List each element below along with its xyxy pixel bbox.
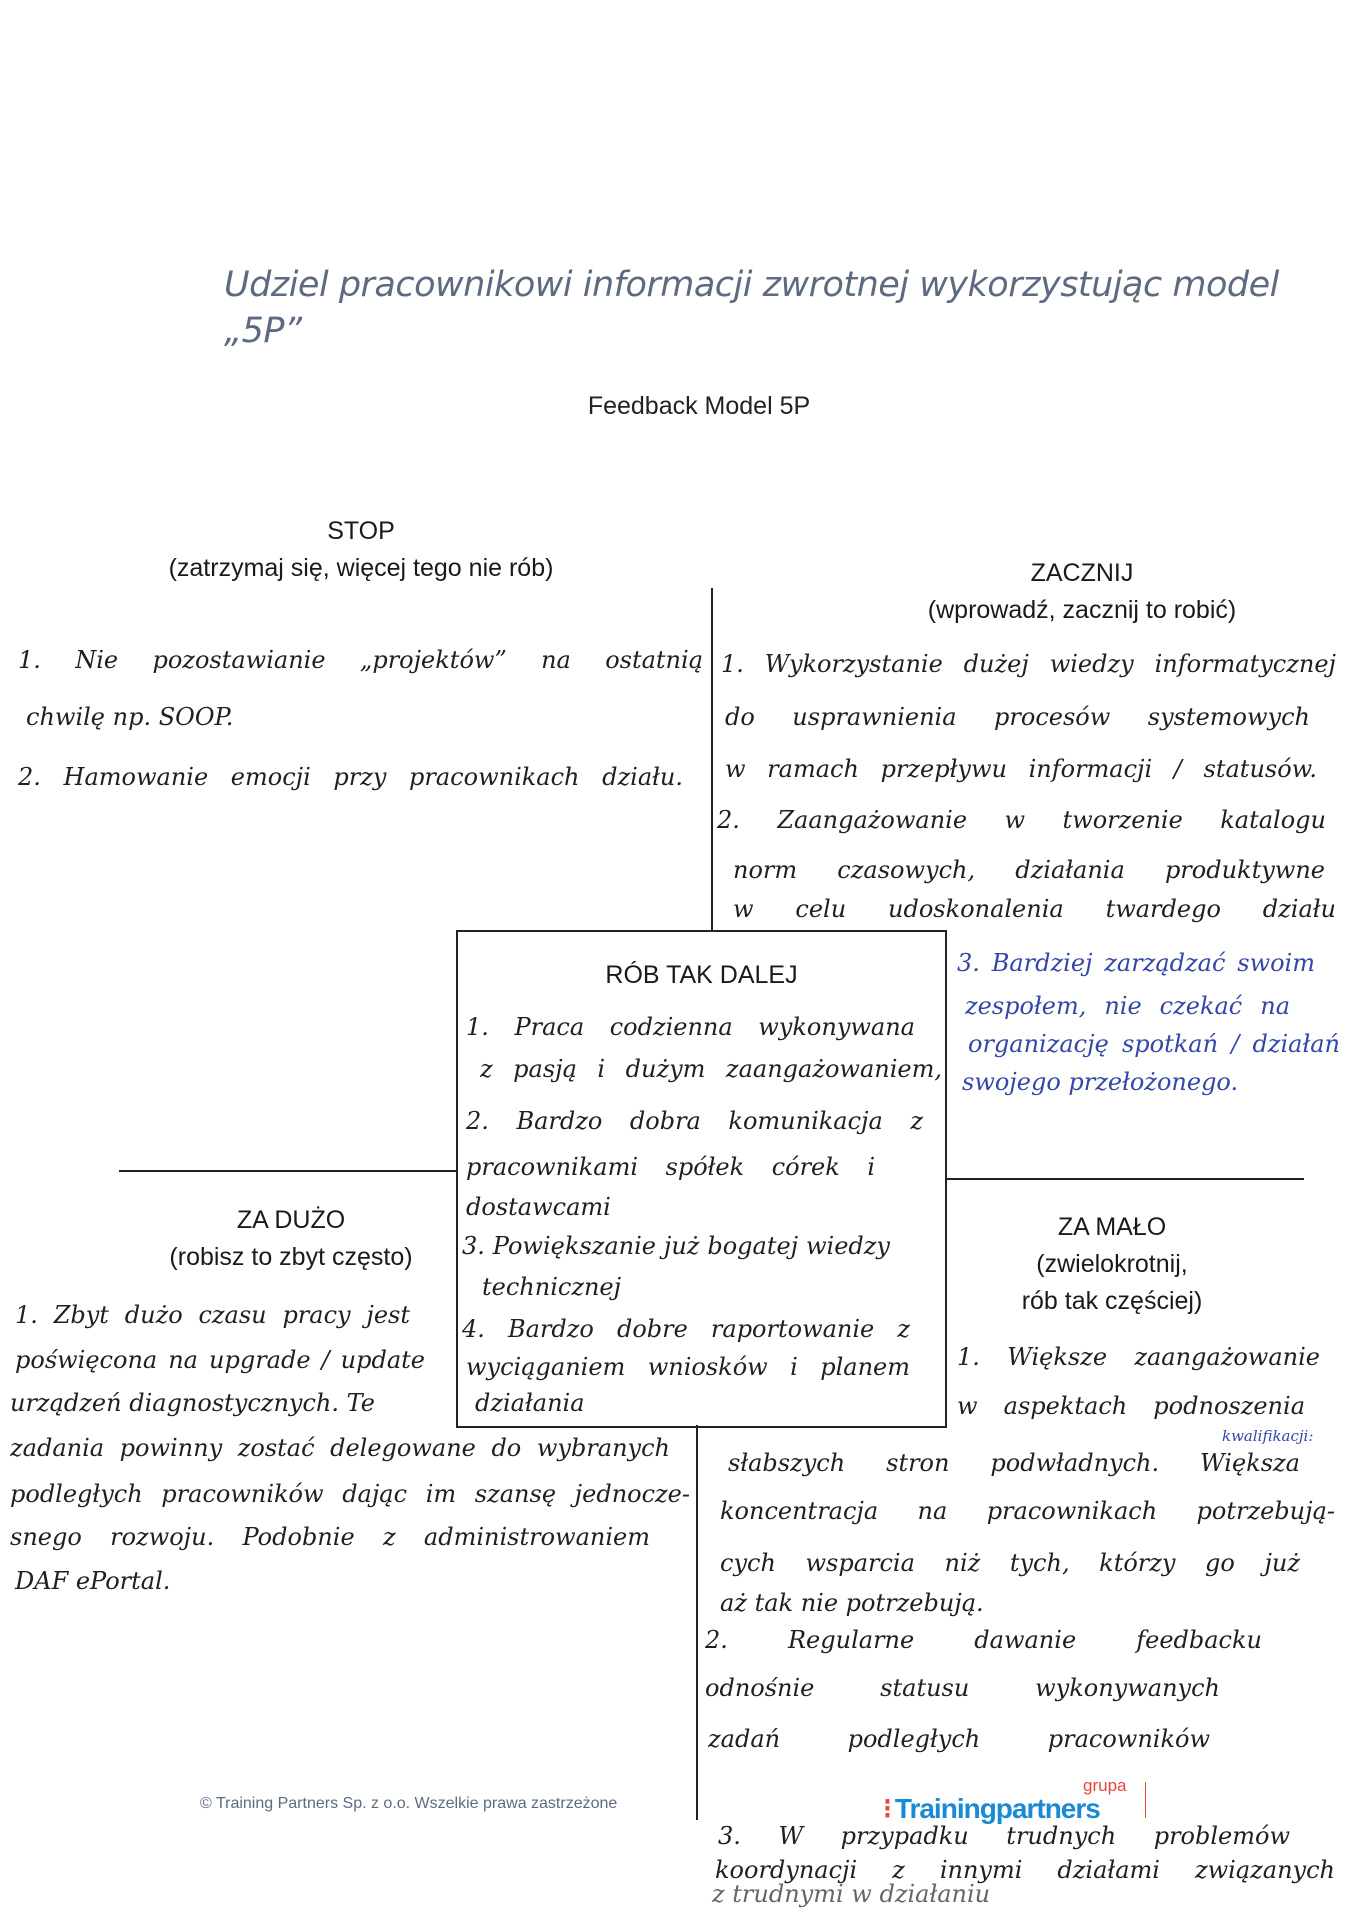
za-malo-subheading-2: rób tak częściej) bbox=[1021, 1287, 1203, 1315]
zacznij-line: 1. Wykorzystanie dużej wiedzy informatycznej bbox=[721, 650, 1336, 678]
zacznij-line: w ramach przepływu informacji / statusów. bbox=[725, 755, 1317, 783]
stop-line: chwilę np. SOOP. bbox=[26, 703, 234, 731]
zacznij-blue-line: swojego przełożonego. bbox=[962, 1068, 1239, 1096]
title-line-1: Udziel pracownikowi informacji zwrotnej wykorzystując model bbox=[224, 265, 1279, 305]
za-malo-section-heading bbox=[912, 1209, 1312, 1320]
za-duzo-subheading: (robisz to zbyt często) bbox=[169, 1243, 413, 1271]
za-malo-heading: ZA MAŁO bbox=[1057, 1213, 1167, 1241]
stop-line: 2. Hamowanie emocji przy pracownikach działu. bbox=[18, 763, 683, 791]
stop-section-heading bbox=[161, 513, 561, 587]
rob-tak-dalej-line: 3. Powiększanie już bogatej wiedzy bbox=[462, 1232, 890, 1260]
za-malo-line: 3. W przypadku trudnych problemów bbox=[718, 1822, 1290, 1850]
zacznij-line: do usprawnienia procesów systemowych bbox=[725, 703, 1310, 731]
rob-tak-dalej-line: pracownikami spółek córek i bbox=[466, 1153, 875, 1181]
za-duzo-line: DAF ePortal. bbox=[15, 1567, 171, 1595]
za-malo-insert-note: kwalifikacji: bbox=[1222, 1427, 1314, 1445]
za-duzo-line: snego rozwoju. Podobnie z administrowaniem bbox=[10, 1523, 650, 1551]
za-duzo-section-heading bbox=[91, 1202, 491, 1276]
za-malo-line: z trudnymi w działaniu bbox=[712, 1880, 991, 1908]
stop-heading: STOP bbox=[327, 517, 395, 545]
divider-vertical-top bbox=[711, 588, 713, 931]
rob-tak-dalej-heading: RÓB TAK DALEJ bbox=[605, 961, 798, 989]
rob-tak-dalej-line: działania bbox=[475, 1389, 585, 1417]
zacznij-blue-line: zespołem, nie czekać na bbox=[965, 992, 1290, 1020]
rob-tak-dalej-line: 2. Bardzo dobra komunikacja z bbox=[466, 1107, 923, 1135]
zacznij-line: norm czasowych, działania produktywne bbox=[733, 856, 1325, 884]
rob-tak-dalej-line: 4. Bardzo dobre raportowanie z bbox=[462, 1315, 910, 1343]
divider-vertical-bottom bbox=[696, 1425, 698, 1820]
rob-tak-dalej-line: technicznej bbox=[482, 1273, 622, 1301]
za-duzo-line: urządzeń diagnostycznych. Te bbox=[10, 1389, 375, 1417]
model-subtitle: Feedback Model 5P bbox=[587, 392, 811, 420]
zacznij-heading: ZACZNIJ bbox=[1030, 559, 1134, 587]
za-duzo-line: podległych pracowników dając im szansę jednocze- bbox=[10, 1480, 690, 1508]
rob-tak-dalej-line: 1. Praca codzienna wykonywana bbox=[466, 1013, 915, 1041]
za-malo-line: słabszych stron podwładnych. Większa bbox=[728, 1449, 1300, 1477]
za-malo-line: cych wsparcia niż tych, którzy go już bbox=[720, 1549, 1300, 1577]
document-title bbox=[224, 262, 1279, 354]
za-malo-line: koordynacji z innymi działami związanych bbox=[715, 1856, 1335, 1884]
zacznij-subheading: (wprowadź, zacznij to robić) bbox=[927, 596, 1237, 624]
zacznij-line: 2. Zaangażowanie w tworzenie katalogu bbox=[717, 806, 1326, 834]
zacznij-line: w celu udoskonalenia twardego działu bbox=[733, 895, 1336, 923]
logo-dots-icon: ⁝ bbox=[883, 1793, 891, 1824]
za-duzo-heading: ZA DUŻO bbox=[236, 1206, 346, 1234]
za-malo-subheading-1: (zwielokrotnij, bbox=[1036, 1250, 1188, 1278]
stop-line: 1. Nie pozostawianie „projektów” na ostatnią bbox=[18, 646, 703, 674]
zacznij-section-heading bbox=[882, 555, 1282, 629]
za-malo-line: odnośnie statusu wykonywanych bbox=[705, 1674, 1220, 1702]
logo-brand bbox=[883, 1792, 1100, 1825]
za-malo-line: w aspektach podnoszenia bbox=[957, 1392, 1305, 1420]
divider-horizontal-left bbox=[119, 1170, 456, 1172]
zacznij-blue-line: 3. Bardziej zarządzać swoim bbox=[957, 949, 1315, 977]
rob-tak-dalej-line: z pasją i dużym zaangażowaniem, bbox=[480, 1055, 942, 1083]
za-malo-line: aż tak nie potrzebują. bbox=[720, 1589, 984, 1617]
za-malo-line: 2. Regularne dawanie feedbacku bbox=[705, 1626, 1262, 1654]
logo-grupa: grupa bbox=[1083, 1776, 1127, 1795]
stop-subheading: (zatrzymaj się, więcej tego nie rób) bbox=[168, 554, 554, 582]
za-duzo-line: zadania powinny zostać delegowane do wybranych bbox=[10, 1434, 670, 1462]
zacznij-blue-line: organizację spotkań / działań bbox=[968, 1030, 1340, 1058]
za-malo-line: koncentracja na pracownikach potrzebują- bbox=[720, 1497, 1335, 1525]
za-duzo-line: 1. Zbyt dużo czasu pracy jest bbox=[15, 1301, 410, 1329]
za-malo-line: zadań podległych pracowników bbox=[708, 1725, 1210, 1753]
divider-horizontal-right bbox=[945, 1178, 1304, 1180]
logo-brand-text: Trainingpartners bbox=[894, 1793, 1100, 1824]
title-line-2: „5P” bbox=[224, 311, 302, 351]
za-duzo-line: poświęcona na upgrade / update bbox=[15, 1346, 425, 1374]
rob-tak-dalej-line: wyciąganiem wniosków i planem bbox=[466, 1353, 910, 1381]
logo-bar bbox=[1145, 1782, 1146, 1818]
copyright-notice: © Training Partners Sp. z o.o. Wszelkie prawa zastrzeżone bbox=[200, 1795, 618, 1812]
za-malo-line: 1. Większe zaangażowanie bbox=[957, 1343, 1320, 1371]
rob-tak-dalej-line: dostawcami bbox=[466, 1193, 611, 1221]
